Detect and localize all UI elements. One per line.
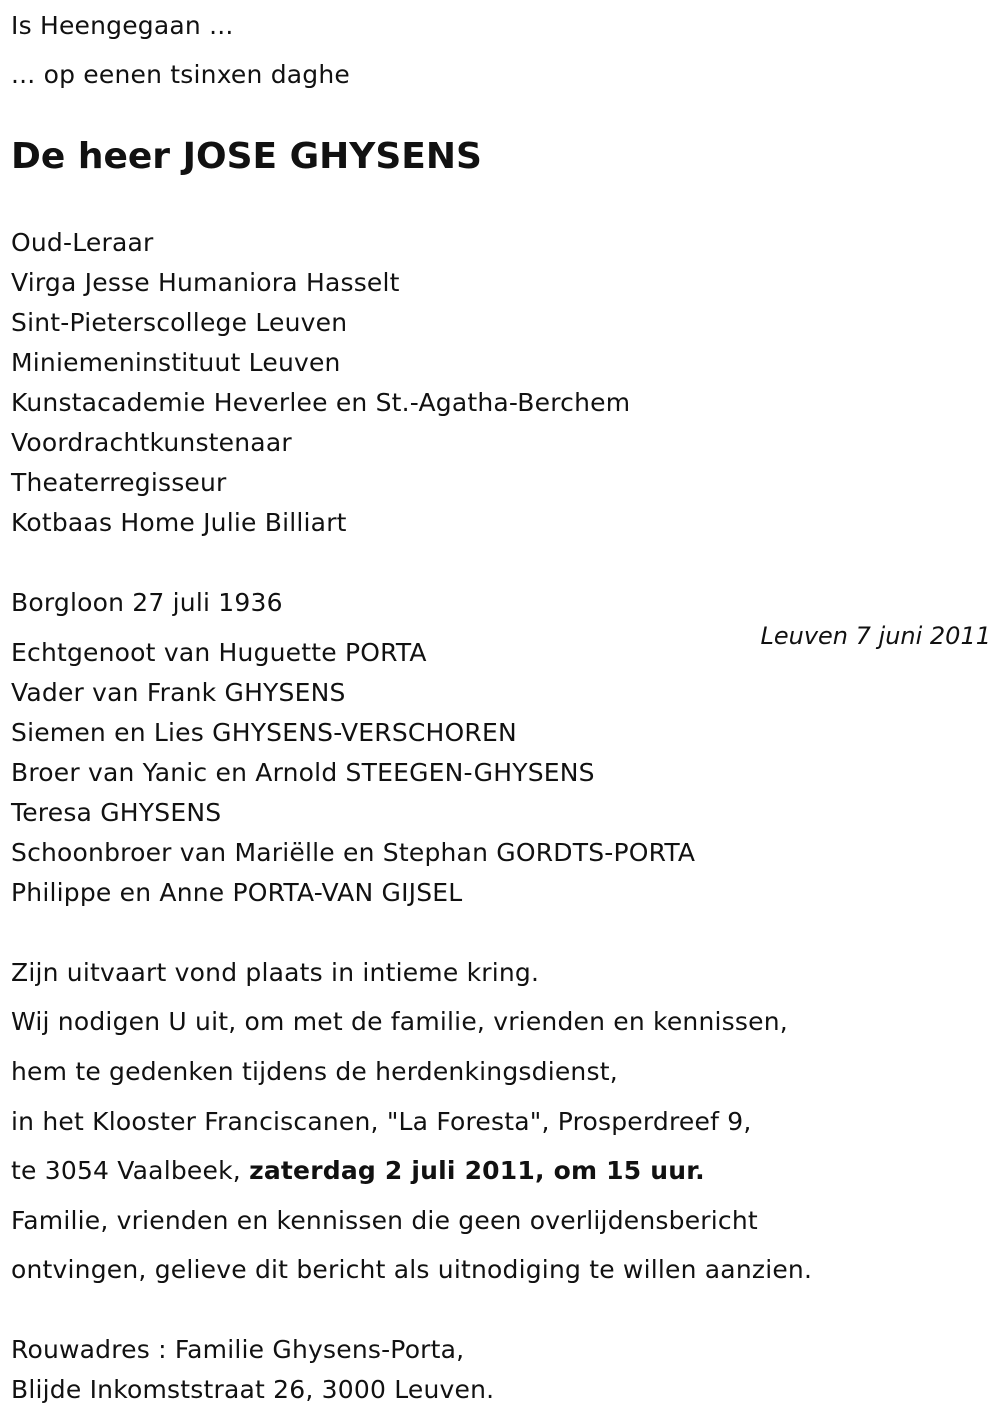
role-item: Theaterregisseur bbox=[11, 468, 227, 497]
funeral-line: Familie, vrienden en kennissen die geen overlijdensbericht bbox=[11, 1206, 758, 1235]
birth-date: Borgloon 27 juli 1936 bbox=[11, 588, 283, 617]
family-item: Philippe en Anne PORTA-VAN GIJSEL bbox=[11, 878, 463, 907]
role-item: Voordrachtkunstenaar bbox=[11, 428, 292, 457]
funeral-location: te 3054 Vaalbeek, bbox=[11, 1156, 250, 1185]
role-item: Sint-Pieterscollege Leuven bbox=[11, 308, 348, 337]
death-date: Leuven 7 juni 2011 bbox=[760, 622, 991, 650]
family-item: Schoonbroer van Mariëlle en Stephan GORDTS-PORTA bbox=[11, 838, 696, 867]
role-item: Kunstacademie Heverlee en St.-Agatha-Berchem bbox=[11, 388, 631, 417]
funeral-line: hem te gedenken tijdens de herdenkingsdienst, bbox=[11, 1057, 618, 1086]
funeral-line: ontvingen, gelieve dit bericht als uitnodiging te willen aanzien. bbox=[11, 1255, 813, 1284]
intro-line-2: ... op eenen tsinxen daghe bbox=[11, 60, 350, 89]
funeral-line: Zijn uitvaart vond plaats in intieme kring. bbox=[11, 958, 540, 987]
role-item: Oud-Leraar bbox=[11, 228, 154, 257]
address-line: Rouwadres : Familie Ghysens-Porta, bbox=[11, 1335, 465, 1364]
family-item: Echtgenoot van Huguette PORTA bbox=[11, 638, 427, 667]
address-line: Blijde Inkomststraat 26, 3000 Leuven. bbox=[11, 1375, 495, 1404]
service-datetime: zaterdag 2 juli 2011, om 15 uur. bbox=[249, 1156, 705, 1185]
funeral-line bbox=[11, 1156, 705, 1186]
family-item: Siemen en Lies GHYSENS-VERSCHOREN bbox=[11, 718, 517, 747]
role-item: Virga Jesse Humaniora Hasselt bbox=[11, 268, 400, 297]
role-item: Miniemeninstituut Leuven bbox=[11, 348, 341, 377]
family-item: Broer van Yanic en Arnold STEEGEN-GHYSENS bbox=[11, 758, 595, 787]
deceased-name: De heer JOSE GHYSENS bbox=[11, 136, 482, 177]
role-item: Kotbaas Home Julie Billiart bbox=[11, 508, 347, 537]
funeral-line: Wij nodigen U uit, om met de familie, vrienden en kennissen, bbox=[11, 1007, 788, 1036]
family-item: Vader van Frank GHYSENS bbox=[11, 678, 346, 707]
family-item: Teresa GHYSENS bbox=[11, 798, 222, 827]
intro-line-1: Is Heengegaan ... bbox=[11, 11, 234, 40]
funeral-line: in het Klooster Franciscanen, "La Foresta", Prosperdreef 9, bbox=[11, 1107, 752, 1136]
